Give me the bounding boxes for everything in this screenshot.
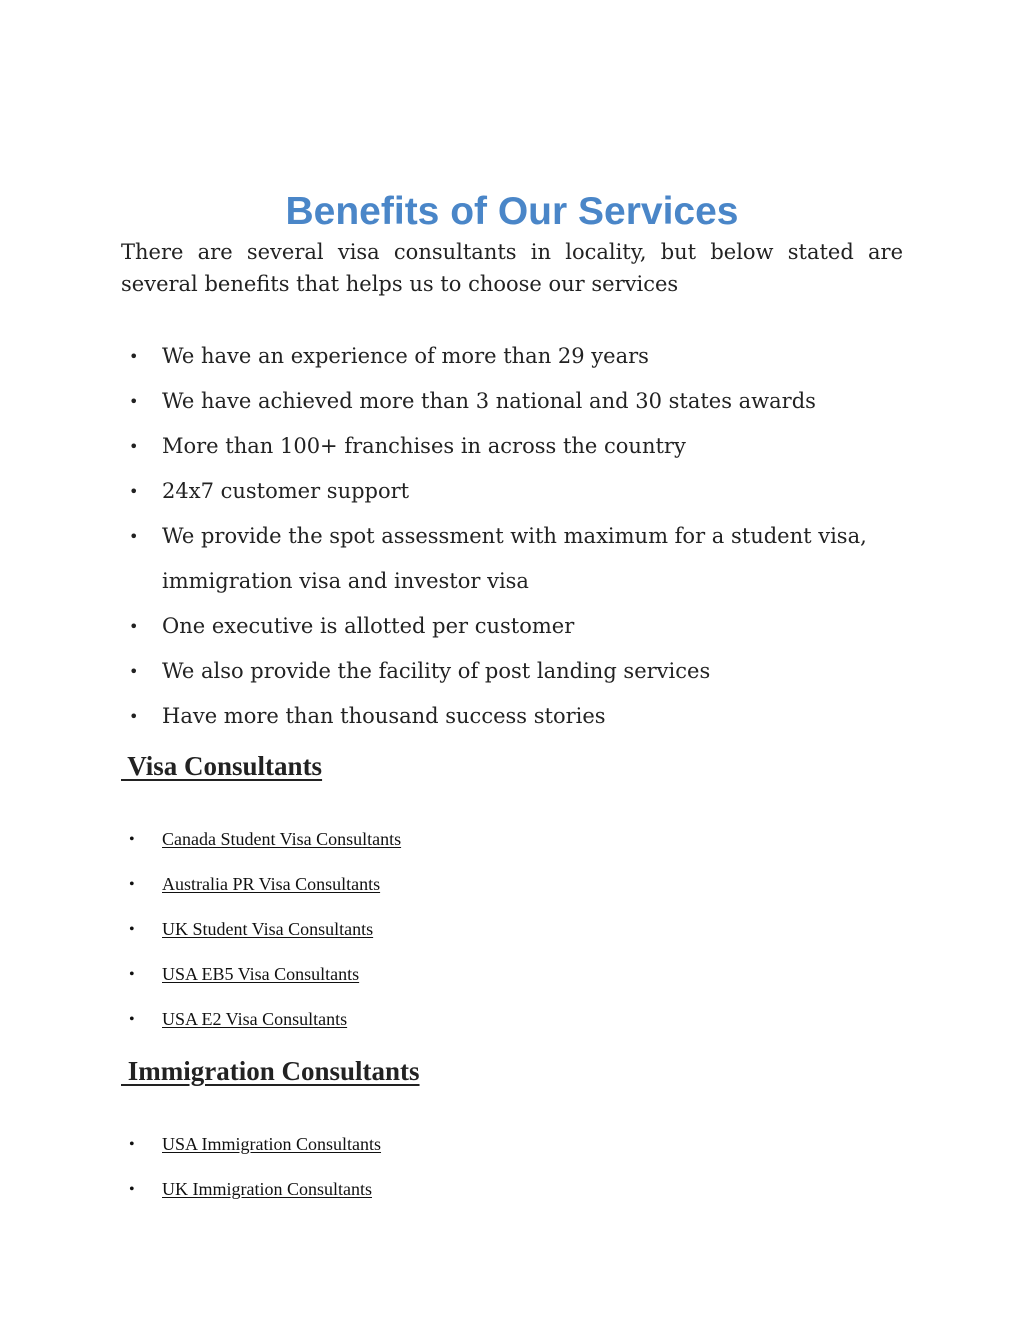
list-item: • We have achieved more than 3 national and 30 states awards [121,379,911,424]
list-item: • One executive is allotted per customer [121,604,911,649]
list-item: • 24x7 customer support [121,469,911,514]
list-item [121,817,721,862]
usa-e2-visa-link[interactable]: USA E2 Visa Consultants [162,1009,348,1029]
intro-paragraph: There are several visa consultants in locality, but below stated are several benefits that helps us to choose our services [121,240,903,296]
list-item [121,907,721,952]
list-item [121,997,721,1042]
immigration-consultants-links [121,1122,721,1212]
uk-immigration-link[interactable]: UK Immigration Consultants [162,1179,372,1199]
visa-consultants-links [121,817,721,1042]
list-item: • More than 100+ franchises in across the country [121,424,911,469]
uk-student-visa-link[interactable]: UK Student Visa Consultants [162,919,374,939]
list-item: • We have an experience of more than 29 years [121,334,911,379]
immigration-consultants-heading: Immigration Consultants [121,1056,420,1086]
australia-pr-visa-link[interactable]: Australia PR Visa Consultants [162,874,381,894]
canada-student-visa-link[interactable]: Canada Student Visa Consultants [162,829,402,849]
list-item [121,1122,721,1167]
usa-immigration-link[interactable]: USA Immigration Consultants [162,1134,382,1154]
page-title: Benefits of Our Services [285,190,739,233]
usa-eb5-visa-link[interactable]: USA EB5 Visa Consultants [162,964,360,984]
list-item: • We also provide the facility of post landing services [121,649,911,694]
visa-consultants-heading: Visa Consultants [121,751,323,781]
list-item [121,862,721,907]
list-item [121,952,721,997]
list-item: • We provide the spot assessment with maximum for a student visa, immigration visa and investor visa [121,514,911,604]
benefits-list [121,334,911,739]
list-item: • Have more than thousand success stories [121,694,911,739]
list-item [121,1167,721,1212]
